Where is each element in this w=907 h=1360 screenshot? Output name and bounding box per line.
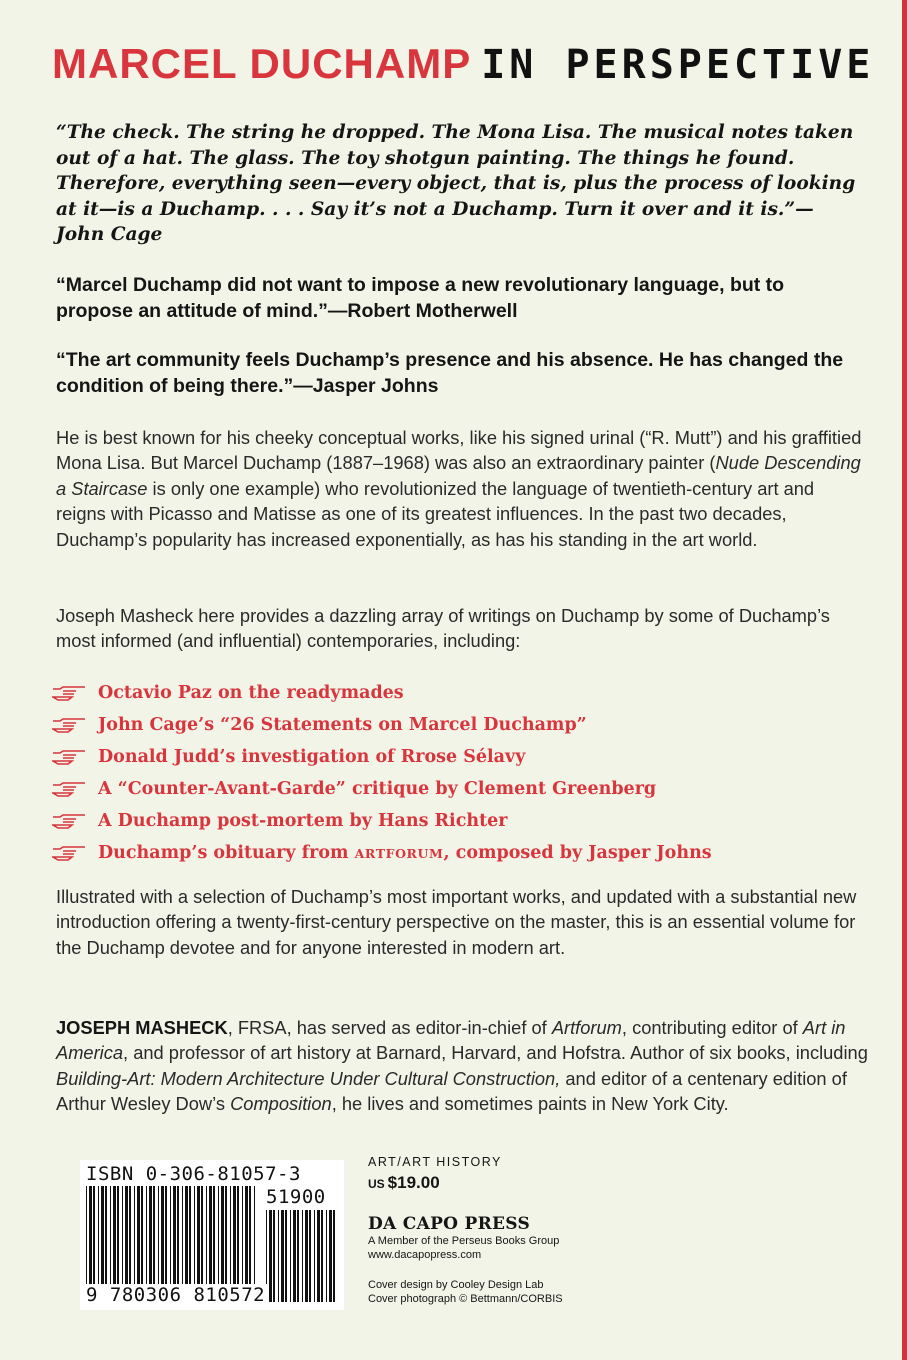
barcode-bar (329, 1210, 332, 1302)
list-item (52, 805, 852, 837)
author-name: JOSEPH MASHECK (56, 1017, 228, 1038)
cover-credits (368, 1278, 668, 1306)
cover-photo-credit: Cover photograph © Bettmann/CORBIS (368, 1293, 563, 1305)
ean-number: 9 780306 810572 (86, 1284, 269, 1306)
publisher-name: DA CAPO PRESS (368, 1214, 531, 1234)
barcode-bar (273, 1210, 275, 1302)
barcode-bar (149, 1186, 152, 1290)
barcode-bar (146, 1186, 147, 1290)
description-paragraph-2: Joseph Masheck here provides a dazzling array of writings on Duchamp by some of Duchamp’s most informed (and influential) contemporaries, including: (56, 605, 830, 652)
pointing-hand-icon (52, 749, 88, 765)
barcode-bar (317, 1210, 320, 1302)
list-item (52, 709, 852, 741)
publisher-website: www.dacapopress.com (368, 1249, 482, 1261)
barcode-bar (285, 1210, 287, 1302)
barcode-bar (177, 1186, 179, 1290)
barcode-bar (213, 1186, 215, 1290)
barcode-bar (101, 1186, 104, 1290)
book-price: US $19.00 (368, 1173, 440, 1192)
isbn-barcode (80, 1160, 344, 1310)
barcode-bar (326, 1210, 327, 1302)
imprint-block (368, 1154, 668, 1306)
barcode-bar (89, 1186, 92, 1290)
pointing-hand-icon (52, 781, 88, 797)
barcode-bar (197, 1186, 200, 1290)
artforum-smallcaps: ARTFORUM (354, 846, 444, 861)
barcode-bar (153, 1186, 155, 1290)
list-item-label: A “Counter-Avant-Garde” critique by Clement Greenberg (98, 779, 657, 799)
list-item-label: Donald Judd’s investigation of Rrose Sélavy (98, 747, 526, 767)
list-item-label: Duchamp’s obituary from ARTFORUM, composed by Jasper Johns (98, 843, 712, 863)
barcode-bar (314, 1210, 315, 1302)
list-item-label: Octavio Paz on the readymades (98, 683, 404, 703)
contents-list (52, 677, 852, 869)
list-item (52, 773, 852, 805)
barcode-bar (225, 1186, 227, 1290)
cover-design-credit: Cover design by Cooley Design Lab (368, 1279, 544, 1291)
barcode-bar (269, 1210, 272, 1302)
barcode-bar (290, 1210, 291, 1302)
barcode-bar (293, 1210, 296, 1302)
barcode-bar (278, 1210, 279, 1302)
quote-john-cage: “The check. The string he dropped. The Mona Lisa. The musical notes taken out of a hat. The glass. The toy shotgun painting. The things he found. Therefore, everything seen—every object, that is, plus the process of looking at it—is a Duchamp. . . . Say it’s not a Duchamp. Turn it over and it is.”—John Cage (56, 122, 856, 245)
barcode-price-code: 51900 (266, 1186, 326, 1208)
barcode-bar (165, 1186, 167, 1290)
barcode-bar (137, 1186, 140, 1290)
list-item-label: A Duchamp post-mortem by Hans Richter (98, 811, 508, 831)
title-in-perspective: IN PERSPECTIVE (481, 42, 875, 88)
barcode-bar (189, 1186, 191, 1290)
barcode-bar (173, 1186, 176, 1290)
barcode-bar (105, 1186, 107, 1290)
barcode-bar (333, 1210, 335, 1302)
barcode-bar (129, 1186, 131, 1290)
barcode-bar (86, 1186, 87, 1290)
barcode-bar (117, 1186, 119, 1290)
barcode-bar (242, 1186, 243, 1290)
pointing-hand-icon (52, 813, 88, 829)
list-item (52, 837, 852, 869)
barcode-bar (194, 1186, 195, 1290)
barcode-bar (233, 1186, 236, 1290)
red-edge-stripe (902, 0, 907, 1360)
barcode-bar (185, 1186, 188, 1290)
barcode-bar (237, 1186, 239, 1290)
author-bio: JOSEPH MASHECK, FRSA, has served as editor-in-chief of Artforum, contributing editor of Art in America, and professor of art history at Barnard, Harvard, and Hofstra. Author of six books, including Building-Art: Modern Architecture Under Cultural Construction, and editor of a centenary edition of Arthur Wesley Dow’s Composition, he lives and sometimes paints in New York City. (56, 1017, 868, 1115)
pointing-hand-icon (52, 685, 88, 701)
pointing-hand-icon (52, 717, 88, 733)
barcode-bar (182, 1186, 183, 1290)
barcode-bar (110, 1186, 111, 1290)
quote-robert-motherwell: “Marcel Duchamp did not want to impose a new revolutionary language, but to propose an attitude of mind.”—Robert Motherwell (56, 274, 785, 322)
painting-title: Nude Descending a Staircase (56, 452, 861, 499)
barcode-bar (309, 1210, 311, 1302)
barcode-bar (302, 1210, 303, 1302)
barcode-bar (281, 1210, 284, 1302)
barcode-bar (122, 1186, 123, 1290)
barcode-bar (170, 1186, 171, 1290)
barcode-bar (254, 1186, 255, 1290)
barcode-bar (201, 1186, 203, 1290)
barcode-bar (297, 1210, 299, 1302)
barcode-bar (113, 1186, 116, 1290)
barcode-bar (249, 1186, 251, 1290)
publisher-member: A Member of the Perseus Books Group (368, 1235, 560, 1247)
barcode-bar (93, 1186, 95, 1290)
barcode-bar (141, 1186, 143, 1290)
isbn-number: ISBN 0-306-81057-3 (86, 1163, 301, 1185)
book-category: ART/ART HISTORY (368, 1155, 502, 1169)
barcode-bar (161, 1186, 164, 1290)
list-item (52, 741, 852, 773)
barcode-bar (230, 1186, 231, 1290)
barcode-bar (206, 1186, 207, 1290)
barcode-bar (134, 1186, 135, 1290)
list-item-label: John Cage’s “26 Statements on Marcel Duchamp” (98, 715, 587, 735)
pointing-hand-icon (52, 845, 88, 861)
list-item (52, 677, 852, 709)
barcode-bar (321, 1210, 323, 1302)
barcode-bar (218, 1186, 219, 1290)
barcode-bar (158, 1186, 159, 1290)
description-paragraph-1: He is best known for his cheeky conceptual works, like his signed urinal (“R. Mutt”) and his graffitied Mona Lisa. But Marcel Duchamp (1887–1968) was also an extraordinary painter (Nude Descending a Staircase is only one example) who revolutionized the language of twentieth-century art and reigns with Picasso and Matisse as one of its greatest influences. In the past two decades, Duchamp’s popularity has increased exponentially, as has his standing in the art world. (56, 427, 862, 550)
title-author-name: MARCEL DUCHAMP (52, 40, 472, 87)
barcode-bar (125, 1186, 128, 1290)
barcode-bar (209, 1186, 212, 1290)
description-paragraph-3: Illustrated with a selection of Duchamp’s most important works, and updated with a substantial new introduction offering a twenty-first-century perspective on the master, this is an essential volume for the Duchamp devotee and for anyone interested in modern art. (56, 886, 857, 958)
barcode-bar (221, 1186, 224, 1290)
barcode-bar (305, 1210, 308, 1302)
quote-jasper-johns: “The art community feels Duchamp’s presence and his absence. He has changed the condition of being there.”—Jasper Johns (56, 349, 844, 397)
barcode-bar (98, 1186, 99, 1290)
barcode-bar (245, 1186, 248, 1290)
book-title (52, 36, 875, 102)
